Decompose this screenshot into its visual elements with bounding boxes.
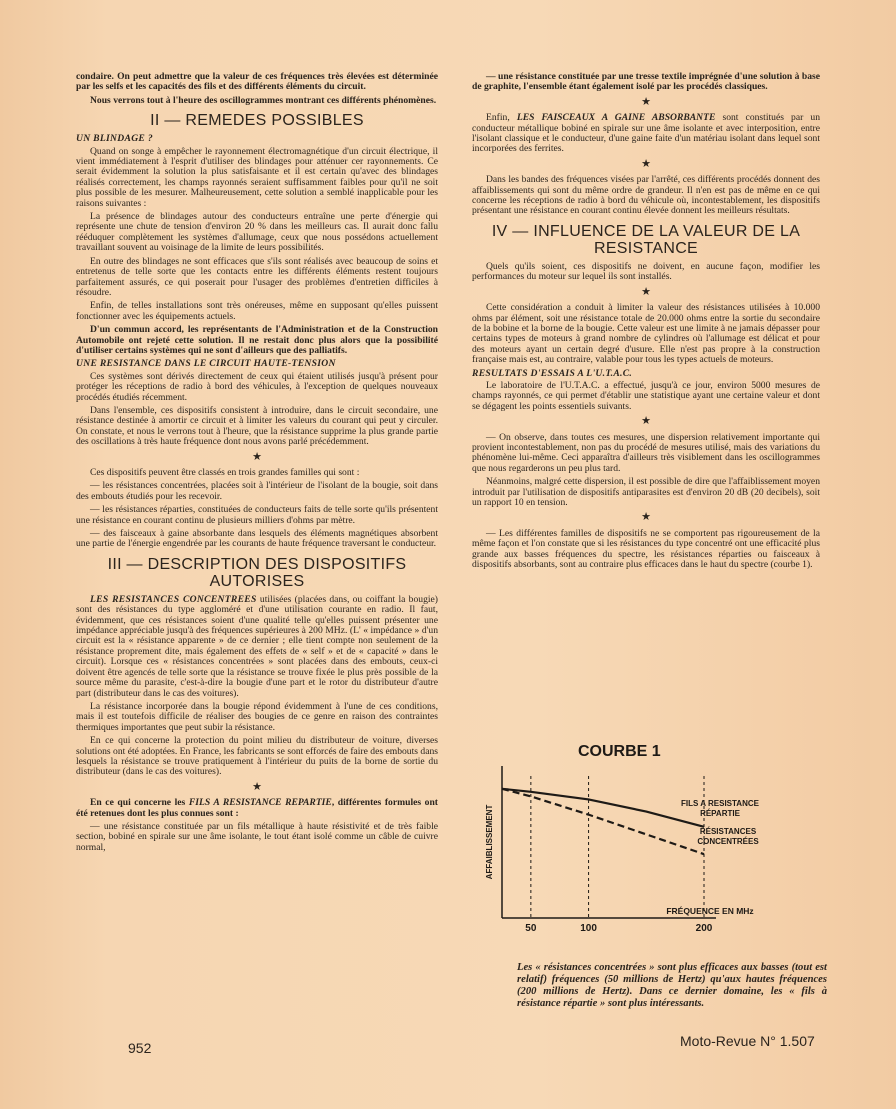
paragraph: condaire. On peut admettre que la valeur de ces fréquences très élevées est déterminée par les selfs et les capacités des fils et des différents éléments du circuit. [76, 71, 438, 93]
paragraph: En ce qui concerne la protection du point milieu du distributeur de voiture, diverses solutions ont été adoptées. En France, les fabricants se sont efforcés de faire des embouts dans lesquels la résistance se trouve pratiquement à l'intérieur du puits de la borne de sortie du distributeur (dans le cas des voitures). [76, 735, 438, 778]
lead-concentrees: LES RESISTANCES CONCENTREES [90, 593, 257, 605]
paragraph-text: , différentes formules ont été retenues dont les plus connues sont : [76, 797, 438, 819]
x-tick-label: 100 [580, 923, 597, 934]
paragraph-text: Enfin, [486, 112, 517, 124]
chart-title: COURBE 1 [578, 743, 661, 760]
paragraph: Ces dispositifs peuvent être classés en trois grandes familles qui sont : [90, 467, 360, 478]
paragraph: La résistance incorporée dans la bougie répond évidemment à l'une de ces conditions, mais il est toutefois difficile de réaliser des bougies de ce genre en raison des contraintes thermiques importantes que peut subir la résistance. [76, 700, 438, 733]
subheading-blindage: UN BLINDAGE ? [76, 133, 153, 145]
star-separator: ★ [252, 450, 262, 463]
paragraph: En outre des blindages ne sont efficaces que s'ils sont réalisés avec beaucoup de soins et entretenus de telle sorte que les contacts entre les différents éléments restent toujours parfaitement assurés, ce qui poserait pour l'usager des problèmes d'entretien difficiles à résoudre. [76, 255, 438, 298]
paragraph: — les résistances réparties, constituées de conducteurs faits de telle sorte qu'ils présentent une résistance en courant continu de plusieurs milliers d'ohms par mètre. [76, 504, 438, 526]
series-line [502, 789, 704, 854]
paragraph: Nous verrons tout à l'heure des oscillogrammes montrant ces différents phénomènes. [90, 94, 437, 106]
journal-issue: Moto-Revue N° 1.507 [680, 1033, 815, 1049]
paragraph: Cette considération a conduit à limiter la valeur des résistances utilisées à 10.000 ohms par élément, soit une résistance totale de 20.000 ohms entre la sortie du secondaire de la bobine et la borne de la bougie. Cette valeur est une limite à ne jamais dépasser pour certains types de moteurs à grand nombre de cylindres où l'allumage est délicat et pour des moteurs ayant un certain degré d'usure. Elle n'est pas propre à la construction française mais est, au contraire, valable pour tous les types actuels de moteurs. [472, 302, 820, 366]
paragraph-text: En ce qui concerne les [90, 797, 189, 809]
paragraph: — une résistance constituée par une tresse textile imprégnée d'une solution à base de graphite, l'ensemble étant également isolé par les procédés classiques. [472, 71, 820, 93]
paragraph: Enfin, de telles installations sont très onéreuses, même en supposant qu'elles puissent fonctionner avec les équipements actuels. [76, 300, 438, 322]
section-heading-3: III — DESCRIPTION DES DISPOSITIFS AUTORISES [107, 555, 407, 590]
star-separator: ★ [641, 285, 651, 298]
subheading-resistance: UNE RESISTANCE DANS LE CIRCUIT HAUTE-TENSION [76, 358, 336, 370]
left-column [76, 72, 438, 856]
star-separator: ★ [252, 780, 262, 793]
paragraph-text: utilisées (placées dans, ou coiffant la bougie) sont des résistances du type aggloméré et d'une utilisation courante en radio. Il faut, évidemment, que ces résistances soient d'une qualité telle qu'elles puissent présenter une impédance appréciable jusqu'à des fréquences supérieures à 200 MHz. (L' « impédance » d'un circuit est la « résistance apparente » de ce dernier ; elle tient compte non seulement de la résistance proprement dite, mais également des effets de « self » et de « capacité » dans le circuit). Lorsque ces « résistances concentrées » sont placées dans des embouts, ceux-ci doivent être agencés de telle sorte que la résistance se trouve fixée le plus près possible de la source même du parasite, c'est-à-dire la bougie d'une part et le rotor du distributeur d'autre part (distributeur dans le cas des voitures). [76, 593, 438, 699]
paragraph: La présence de blindages autour des conducteurs entraîne une perte d'énergie qui représente une chute de tension d'environ 20 % dans les meilleurs cas. Il aurait donc fallu rééduquer complètement les systèmes d'allumage, ceux que nous possédons actuellement travaillant souvent au voisinage de la limite de leurs possibilités. [76, 211, 438, 254]
star-separator: ★ [641, 511, 651, 524]
series-label: RÉPARTIE [700, 809, 740, 818]
star-separator: ★ [641, 95, 651, 108]
right-column [472, 72, 820, 573]
section-heading-2: II — REMEDES POSSIBLES [150, 112, 364, 130]
paragraph: Dans l'ensemble, ces dispositifs consistent à introduire, dans le circuit secondaire, une résistance destinée à amortir ce circuit et à limiter les valeurs du courant qui peut y circuler. On constate, et nous le verrons tout à l'heure, que la résistance supprime la plus grande partie des oscillations à très haute fréquence dont nous avons parlé précédemment. [76, 404, 438, 448]
series-line [502, 789, 704, 827]
paragraph: Ces systèmes sont dérivés directement de ceux qui étaient utilisés jusqu'à présent pour protéger les réceptions de radio à bord des véhicules, à l'exception de quelques nouveaux procédés étudiés récemment. [76, 370, 438, 403]
section-heading-4: IV — INFLUENCE DE LA VALEUR DE LA RESISTANCE [491, 222, 801, 257]
x-tick-label: 50 [525, 923, 537, 934]
paragraph: Le laboratoire de l'U.T.A.C. a effectué, jusqu'à ce jour, environ 5000 mesures de champs rayonnés, ce qui permet d'établir une statistique ayant une certaine valeur et dont se dégagent les points essentiels suivants. [472, 379, 820, 412]
star-separator: ★ [641, 157, 651, 170]
subheading-results: RESULTATS D'ESSAIS A L'U.T.A.C. [472, 367, 633, 379]
series-label: FILS A RESISTANCE [681, 799, 759, 808]
paragraph: D'un commun accord, les représentants de l'Administration et de la Construction Automobile ont rejeté cette solution. Il ne restait donc plus alors que la possibilité d'utiliser certains systèmes qui ne sont d'ailleurs que des palliatifs. [76, 324, 438, 356]
x-axis-label: FRÉQUENCE EN MHz [666, 906, 754, 916]
lead-faisceaux: LES FAISCEAUX A GAINE ABSORBANTE [516, 112, 716, 124]
paragraph: Quand on songe à empêcher le rayonnement électromagnétique d'un circuit électrique, il vient immédiatement à l'esprit d'utiliser des blindages pour atténuer cer rayonnements. Ce serait évidemment la solution la plus satisfaisante et il est certain qu'avec des blindages réalisés correctement, les champs rayonnés seraient suffisamment faibles pour qu'il ne soit plus possible de les mesurer. Malheureusement, cette solution a semblé inapplicable pour les raisons suivantes : [76, 145, 438, 209]
series-label: CONCENTRÉES [697, 837, 759, 846]
y-axis-label: AFFAIBLISSEMENT [485, 804, 494, 880]
paragraph: Quels qu'ils soient, ces dispositifs ne doivent, en aucune façon, modifier les performances du moteur sur lequel ils sont installés. [472, 260, 820, 283]
figure-caption: Les « résistances concentrées » sont plus efficaces aux basses (tout est relatif) fréquences (50 millions de Hertz) qu'aux hautes fréquences (200 millions de Hertz). Dans ce dernier domaine, les « fils à résistance répartie » sont plus intéressants. [517, 962, 827, 1009]
paragraph: — On observe, dans toutes ces mesures, une dispersion relativement importante qui provient incontestablement, non pas du procédé de mesures utilisé, mais des variations du phénomène lui-même. Ceci apparaîtra d'ailleurs très visiblement dans les oscillogrammes que nous regarderons un peu plus tard. [472, 431, 820, 474]
page-number: 952 [128, 1040, 152, 1056]
series-label: RÉSISTANCES [699, 827, 757, 836]
x-tick-label: 200 [695, 923, 713, 934]
paragraph: — une résistance constituée par un fils métallique à haute résistivité et de très faible section, bobiné en spirale sur une âme isolante, le tout étant isolé comme un câble de cuivre normal, [76, 820, 438, 853]
paragraph [76, 798, 438, 819]
paragraph [76, 595, 438, 699]
lead-repartie: FILS A RESISTANCE REPARTIE [188, 797, 332, 809]
paragraph-text: sont constitués par un conducteur métallique bobiné en spirale sur une âme isolante et avec interposition, entre l'isolant classique et le conducteur, d'une gaine faite d'un matériau isolant dans lequel sont incorporées des ferrites. [472, 112, 820, 155]
paragraph: — des faisceaux à gaine absorbante dans lesquels des éléments magnétiques absorbent une partie de l'énergie engendrée par les courants de haute fréquence traversant le conducteur. [76, 528, 438, 550]
paragraph [472, 113, 820, 155]
paragraph: Néanmoins, malgré cette dispersion, il est possible de dire que l'affaiblissement moyen introduit par l'utilisation de dispositifs antiparasites est d'environ 20 dB (20 decibels), soit un rapport 10 en tension. [472, 476, 820, 508]
courbe-1-chart [478, 732, 828, 962]
paragraph: — les résistances concentrées, placées soit à l'intérieur de l'isolant de la bougie, soit dans des embouts étudiés pour les recevoir. [76, 480, 438, 502]
star-separator: ★ [641, 415, 651, 428]
paragraph: Dans les bandes des fréquences visées par l'arrêté, ces différents procédés donnent des affaiblissements qui sont du même ordre de grandeur. Il n'en est pas de même en ce qui concerne les réceptions de radio à bord du véhicule où, incontestablement, les dispositifs présentant une résistance en courant continu élevée donnent les meilleurs résultats. [472, 174, 820, 217]
paragraph: — Les différentes familles de dispositifs ne se comportent pas rigoureusement de la même façon et l'on constate que si les résistances du type concentré ont une efficacité plus grande aux basses fréquences du spectre, les résistances réparties ou faisceaux à dispositifs absorbants, sont au contraire plus efficaces dans le haut du spectre (courbe 1). [472, 527, 820, 571]
